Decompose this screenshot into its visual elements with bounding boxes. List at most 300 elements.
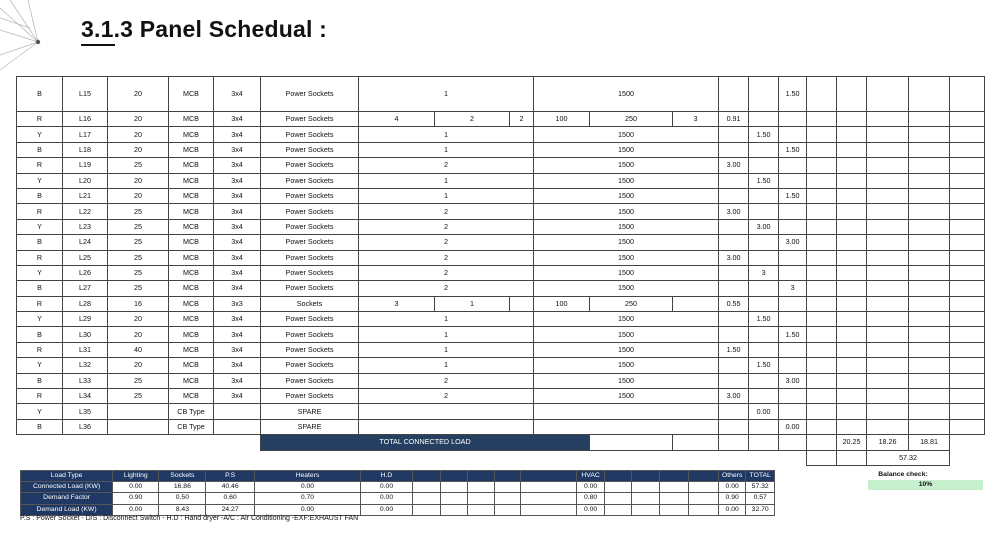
summary-row: [21, 482, 775, 493]
b-phase-load-cell: [779, 219, 807, 234]
rating-cell: 20: [108, 327, 169, 342]
y-phase-load-cell: [749, 142, 779, 157]
hd-cell: 0.00: [361, 504, 413, 515]
summary-header-cell: [412, 471, 441, 482]
load-summary-table: [20, 470, 775, 516]
b-phase-load-cell: [779, 127, 807, 142]
breaker-cell: MCB: [169, 265, 214, 280]
phase-cell: R: [17, 112, 63, 127]
r-phase-load-cell: [719, 327, 749, 342]
y-phase-load-cell: [749, 296, 779, 311]
description-cell: Power Sockets: [261, 77, 359, 112]
watt-cell: 1500: [534, 327, 719, 342]
empty-cell: [214, 435, 261, 450]
blank-cell: [950, 327, 985, 342]
phase-cell: R: [17, 342, 63, 357]
balance-check: [868, 471, 983, 490]
blank-cell: [950, 265, 985, 280]
blank-cell: [779, 435, 807, 450]
rating-cell: 25: [108, 250, 169, 265]
description-cell: Power Sockets: [261, 219, 359, 234]
blank-cell: [867, 312, 909, 327]
r-phase-load-cell: [719, 373, 749, 388]
blank-cell: [659, 504, 689, 515]
blank-cell: [632, 504, 659, 515]
qty-cell: 2: [359, 265, 534, 280]
blank-cell: [807, 404, 837, 419]
total-connected-load-label: TOTAL CONNECTED LOAD: [261, 435, 590, 450]
breaker-cell: MCB: [169, 204, 214, 219]
breaker-cell: MCB: [169, 250, 214, 265]
circuit-cell: L21: [63, 188, 108, 203]
ps-cell: 40.46: [206, 482, 254, 493]
blank-cell: [909, 404, 950, 419]
blank-cell: [909, 312, 950, 327]
b-phase-load-cell: 3.00: [779, 373, 807, 388]
r-phase-load-cell: 0.91: [719, 112, 749, 127]
y-phase-load-cell: 1.50: [749, 173, 779, 188]
empty-cell: [108, 450, 169, 465]
phase-cell: B: [17, 373, 63, 388]
blank-cell: [807, 188, 837, 203]
blank-cell: [867, 327, 909, 342]
qty3-cell: [510, 296, 534, 311]
blank-cell: [837, 77, 867, 112]
blank-cell: [909, 112, 950, 127]
phase-cell: B: [17, 327, 63, 342]
table-row: [17, 219, 985, 234]
summary-header-cell: [604, 471, 631, 482]
blank-cell: [673, 435, 719, 450]
blank-cell: [521, 493, 577, 504]
cable-cell: 3x4: [214, 389, 261, 404]
y-phase-load-cell: [749, 204, 779, 219]
cable-cell: 3x4: [214, 204, 261, 219]
b-phase-load-cell: [779, 158, 807, 173]
cable-cell: 3x4: [214, 77, 261, 112]
qty-cell: 1: [359, 327, 534, 342]
total-r-cell: 20.25: [837, 435, 867, 450]
y-phase-load-cell: [749, 389, 779, 404]
rating-cell: 25: [108, 389, 169, 404]
blank-cell: [950, 419, 985, 434]
blank-cell: [837, 158, 867, 173]
blank-cell: [950, 373, 985, 388]
b-phase-load-cell: 1.50: [779, 327, 807, 342]
blank-cell: [837, 235, 867, 250]
total-cell: 0.57: [746, 493, 775, 504]
circuit-cell: L28: [63, 296, 108, 311]
ps-cell: 24.27: [206, 504, 254, 515]
watt-cell: 1500: [534, 142, 719, 157]
circuit-cell: L34: [63, 389, 108, 404]
blank-cell: [867, 188, 909, 203]
breaker-cell: MCB: [169, 77, 214, 112]
y-phase-load-cell: [749, 112, 779, 127]
b-phase-load-cell: [779, 250, 807, 265]
watt-cell: 1500: [534, 250, 719, 265]
b-phase-load-cell: [779, 342, 807, 357]
empty-cell: [950, 450, 985, 465]
description-cell: SPARE: [261, 419, 359, 434]
breaker-cell: MCB: [169, 342, 214, 357]
summary-header-cell: [467, 471, 494, 482]
blank-cell: [837, 404, 867, 419]
blank-cell: [950, 389, 985, 404]
blank-cell: [950, 342, 985, 357]
b-phase-load-cell: 3: [779, 281, 807, 296]
breaker-cell: MCB: [169, 127, 214, 142]
blank-cell: [950, 204, 985, 219]
cable-cell: [214, 404, 261, 419]
phase-cell: Y: [17, 312, 63, 327]
r-phase-load-cell: [719, 188, 749, 203]
b-phase-load-cell: 1.50: [779, 77, 807, 112]
cable-cell: 3x4: [214, 312, 261, 327]
blank-cell: [867, 342, 909, 357]
rating-cell: 20: [108, 127, 169, 142]
rating-cell: 20: [108, 142, 169, 157]
blank-cell: [689, 504, 719, 515]
description-cell: SPARE: [261, 404, 359, 419]
table-row: [17, 281, 985, 296]
qty2-cell: 2: [435, 112, 510, 127]
blank-cell: [467, 482, 494, 493]
rating-cell: 25: [108, 158, 169, 173]
circuit-cell: L25: [63, 250, 108, 265]
rating-cell: 16: [108, 296, 169, 311]
circuit-cell: L27: [63, 281, 108, 296]
phase-cell: R: [17, 389, 63, 404]
blank-cell: [909, 373, 950, 388]
cable-cell: 3x4: [214, 250, 261, 265]
circuit-cell: L32: [63, 358, 108, 373]
heaters-cell: 0.70: [254, 493, 360, 504]
rating-cell: [108, 404, 169, 419]
cable-cell: 3x4: [214, 342, 261, 357]
blank-cell: [867, 142, 909, 157]
description-cell: Power Sockets: [261, 265, 359, 280]
breaker-cell: MCB: [169, 312, 214, 327]
qty3-cell: 2: [510, 112, 534, 127]
blank-cell: [867, 204, 909, 219]
blank-cell: [950, 281, 985, 296]
description-cell: Power Sockets: [261, 342, 359, 357]
blank-cell: [950, 219, 985, 234]
hvac-cell: 0.00: [577, 504, 604, 515]
watt-cell: 1500: [534, 373, 719, 388]
rating-cell: 20: [108, 188, 169, 203]
empty-cell: [63, 450, 108, 465]
blank-cell: [909, 327, 950, 342]
table-row: [17, 188, 985, 203]
blank-cell: [867, 281, 909, 296]
r-phase-load-cell: 1.50: [719, 342, 749, 357]
rating-cell: 20: [108, 358, 169, 373]
breaker-cell: MCB: [169, 373, 214, 388]
y-phase-load-cell: 1.50: [749, 312, 779, 327]
table-row: [17, 373, 985, 388]
blank-cell: [807, 389, 837, 404]
hd-cell: 0.00: [361, 482, 413, 493]
table-row: [17, 204, 985, 219]
phase-cell: Y: [17, 219, 63, 234]
blank-cell: [837, 204, 867, 219]
r-phase-load-cell: [719, 419, 749, 434]
circuit-cell: L16: [63, 112, 108, 127]
description-cell: Power Sockets: [261, 389, 359, 404]
blank-cell: [867, 112, 909, 127]
cable-cell: 3x4: [214, 188, 261, 203]
cable-cell: 3x4: [214, 112, 261, 127]
qty-cell: 4: [359, 112, 435, 127]
blank-cell: [807, 265, 837, 280]
summary-header-cell: [495, 471, 521, 482]
circuit-cell: L36: [63, 419, 108, 434]
table-row: [17, 127, 985, 142]
blank-cell: [689, 493, 719, 504]
blank-cell: [807, 127, 837, 142]
blank-cell: [909, 296, 950, 311]
description-cell: Power Sockets: [261, 327, 359, 342]
cable-cell: 3x4: [214, 327, 261, 342]
circuit-cell: L20: [63, 173, 108, 188]
blank-cell: [807, 173, 837, 188]
description-cell: Power Sockets: [261, 281, 359, 296]
blank-cell: [909, 188, 950, 203]
lighting-cell: 0.90: [113, 493, 159, 504]
blank-cell: [807, 142, 837, 157]
total-row: [17, 435, 985, 450]
abbreviation-footnote: P.S : Power Socket - D/S : Disconnect Switch - H.D : Hand dryer -A/C : Air Conditioning -EXF:EXHAUST FAN: [20, 515, 359, 522]
r-phase-load-cell: [719, 142, 749, 157]
blank-cell: [837, 127, 867, 142]
blank-cell: [521, 482, 577, 493]
watt-cell: 1500: [534, 389, 719, 404]
phase-cell: Y: [17, 173, 63, 188]
watt3-cell: 3: [673, 112, 719, 127]
y-phase-load-cell: [749, 188, 779, 203]
summary-header-cell: Load Type: [21, 471, 113, 482]
blank-cell: [604, 482, 631, 493]
breaker-cell: CB Type: [169, 419, 214, 434]
qty-cell: 2: [359, 158, 534, 173]
r-phase-load-cell: [719, 358, 749, 373]
summary-header-cell: Sockets: [159, 471, 206, 482]
blank-cell: [837, 188, 867, 203]
phase-cell: B: [17, 77, 63, 112]
r-phase-load-cell: [719, 265, 749, 280]
empty-cell: [950, 435, 985, 450]
others-cell: 0.90: [718, 493, 745, 504]
watt2-cell: 250: [590, 296, 673, 311]
blank-cell: [909, 77, 950, 112]
b-phase-load-cell: [779, 204, 807, 219]
breaker-cell: CB Type: [169, 404, 214, 419]
r-phase-load-cell: [719, 173, 749, 188]
total-y-cell: 18.26: [867, 435, 909, 450]
y-phase-load-cell: 3.00: [749, 219, 779, 234]
blank-cell: [950, 188, 985, 203]
rating-cell: 25: [108, 281, 169, 296]
summary-header-cell: Lighting: [113, 471, 159, 482]
blank-cell: [837, 142, 867, 157]
blank-cell: [807, 235, 837, 250]
blank-cell: [807, 327, 837, 342]
r-phase-load-cell: 0.55: [719, 296, 749, 311]
others-cell: 0.00: [718, 504, 745, 515]
qty-cell: 2: [359, 281, 534, 296]
table-row: [17, 142, 985, 157]
phase-cell: R: [17, 296, 63, 311]
balance-check-label: Balance check:: [878, 471, 928, 478]
y-phase-load-cell: [749, 250, 779, 265]
blank-cell: [807, 373, 837, 388]
qty-cell: 2: [359, 204, 534, 219]
blank-cell: [837, 358, 867, 373]
blank-cell: [467, 504, 494, 515]
y-phase-load-cell: [749, 419, 779, 434]
blank-cell: [807, 158, 837, 173]
empty-cell: [719, 450, 749, 465]
blank-cell: [950, 312, 985, 327]
lighting-cell: 0.00: [113, 504, 159, 515]
summary-header-cell: [689, 471, 719, 482]
total-cell: 32.70: [746, 504, 775, 515]
empty-cell: [63, 435, 108, 450]
blank-cell: [909, 127, 950, 142]
blank-cell: [837, 281, 867, 296]
rating-cell: 25: [108, 265, 169, 280]
blank-cell: [837, 250, 867, 265]
circuit-cell: L31: [63, 342, 108, 357]
cable-cell: 3x4: [214, 142, 261, 157]
summary-row-label: Demand Load (KW): [21, 504, 113, 515]
y-phase-load-cell: 3: [749, 265, 779, 280]
rating-cell: 20: [108, 77, 169, 112]
qty2-cell: 1: [435, 296, 510, 311]
blank-cell: [719, 435, 749, 450]
cable-cell: 3x4: [214, 373, 261, 388]
qty-cell: [359, 404, 534, 419]
circuit-cell: L23: [63, 219, 108, 234]
summary-header-cell: P.S: [206, 471, 254, 482]
blank-cell: [950, 112, 985, 127]
blank-cell: [909, 173, 950, 188]
rating-cell: 25: [108, 235, 169, 250]
blank-cell: [867, 358, 909, 373]
empty-cell: [590, 450, 673, 465]
empty-cell: [359, 450, 435, 465]
empty-cell: [261, 450, 359, 465]
blank-cell: [909, 342, 950, 357]
y-phase-load-cell: [749, 281, 779, 296]
watt-cell: 1500: [534, 173, 719, 188]
watt2-cell: 250: [590, 112, 673, 127]
y-phase-load-cell: [749, 77, 779, 112]
r-phase-load-cell: [719, 127, 749, 142]
blank-cell: [909, 281, 950, 296]
blank-cell: [467, 493, 494, 504]
table-row: [17, 77, 985, 112]
watt-cell: [534, 419, 719, 434]
summary-header-cell: [521, 471, 577, 482]
cable-cell: 3x4: [214, 173, 261, 188]
watt-cell: 1500: [534, 265, 719, 280]
watt-cell: 1500: [534, 188, 719, 203]
r-phase-load-cell: 3.00: [719, 389, 749, 404]
blank-cell: [837, 373, 867, 388]
blank-cell: [950, 142, 985, 157]
watt-cell: 1500: [534, 281, 719, 296]
qty-cell: 1: [359, 173, 534, 188]
cable-cell: 3x4: [214, 358, 261, 373]
blank-cell: [867, 127, 909, 142]
blank-cell: [659, 493, 689, 504]
breaker-cell: MCB: [169, 235, 214, 250]
blank-cell: [909, 142, 950, 157]
summary-row-label: Connected Load (KW): [21, 482, 113, 493]
blank-cell: [689, 482, 719, 493]
balance-check-value: 10%: [868, 480, 983, 490]
table-row: [17, 250, 985, 265]
grand-total-cell: 57.32: [867, 450, 950, 465]
description-cell: Sockets: [261, 296, 359, 311]
description-cell: Power Sockets: [261, 358, 359, 373]
breaker-cell: MCB: [169, 389, 214, 404]
qty-cell: 1: [359, 77, 534, 112]
phase-cell: B: [17, 188, 63, 203]
blank-cell: [950, 127, 985, 142]
blank-cell: [867, 404, 909, 419]
breaker-cell: MCB: [169, 358, 214, 373]
ps-cell: 0.60: [206, 493, 254, 504]
blank-cell: [659, 482, 689, 493]
circuit-cell: L24: [63, 235, 108, 250]
r-phase-load-cell: [719, 235, 749, 250]
watt-cell: 1500: [534, 77, 719, 112]
phase-cell: Y: [17, 358, 63, 373]
b-phase-load-cell: 1.50: [779, 188, 807, 203]
blank-cell: [837, 173, 867, 188]
lighting-cell: 0.00: [113, 482, 159, 493]
cable-cell: 3x4: [214, 219, 261, 234]
qty-cell: 2: [359, 235, 534, 250]
circuit-cell: L33: [63, 373, 108, 388]
blank-cell: [909, 358, 950, 373]
blank-cell: [909, 158, 950, 173]
summary-header-cell: [441, 471, 467, 482]
summary-header-cell: H.D: [361, 471, 413, 482]
blank-cell: [807, 419, 837, 434]
b-phase-load-cell: 0.00: [779, 419, 807, 434]
blank-cell: [412, 504, 441, 515]
r-phase-load-cell: 3.00: [719, 158, 749, 173]
empty-cell: [807, 450, 837, 465]
b-phase-load-cell: [779, 389, 807, 404]
table-row: [17, 112, 985, 127]
r-phase-load-cell: [719, 404, 749, 419]
blank-cell: [909, 219, 950, 234]
blank-cell: [521, 504, 577, 515]
phase-cell: B: [17, 142, 63, 157]
breaker-cell: MCB: [169, 142, 214, 157]
empty-cell: [17, 435, 63, 450]
blank-cell: [867, 296, 909, 311]
blank-cell: [837, 327, 867, 342]
sockets-cell: 8.43: [159, 504, 206, 515]
blank-cell: [495, 482, 521, 493]
